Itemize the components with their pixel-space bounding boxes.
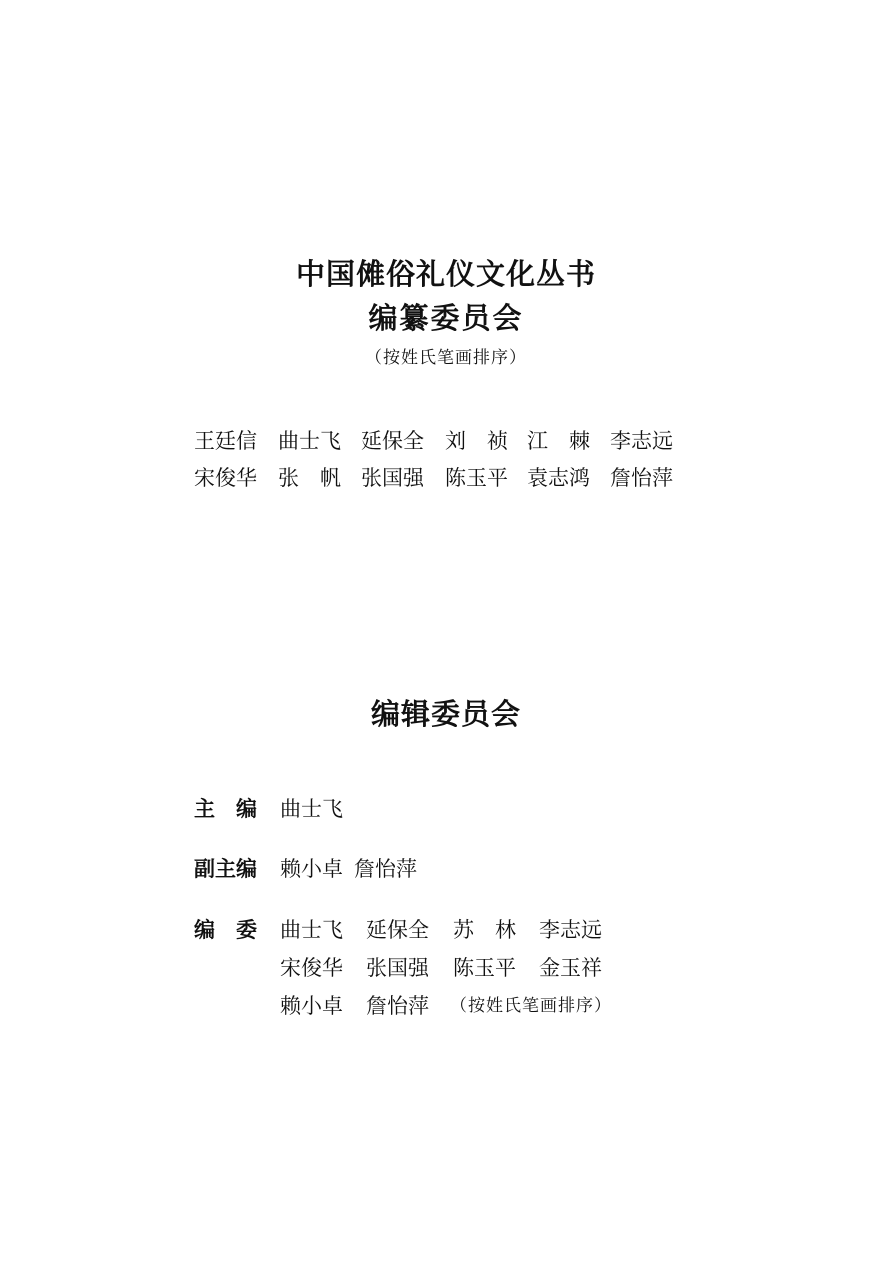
editor-name: 宋俊华 [280,956,343,980]
member-name: 张 帆 [278,466,341,490]
editor-name: 曲士飞 [280,797,343,821]
editor-name: 詹怡萍 [366,994,429,1018]
member-name: 刘 祯 [445,429,508,453]
editor-name: 曲士飞 [280,918,343,942]
member-name: 宋俊华 [194,466,257,490]
editorial-board-label: 编 委 [194,917,257,942]
member-name: 詹怡萍 [610,466,673,490]
editor-name: 张国强 [366,956,429,980]
member-name: 李志远 [610,429,673,453]
member-name: 曲士飞 [278,429,341,453]
editor-name: 赖小卓 [280,857,343,881]
editor-name: 陈玉平 [453,956,516,980]
editor-name: 金玉祥 [539,956,602,980]
compilation-committee-title: 编纂委员会 [368,301,524,335]
deputy-chief-editor-label: 副主编 [194,856,257,881]
editor-name: 苏 林 [453,918,516,942]
series-title: 中国傩俗礼仪文化丛书 [295,257,596,291]
chief-editor-label: 主 编 [194,796,257,821]
editor-name: 延保全 [366,918,429,942]
member-name: 陈玉平 [445,466,508,490]
editorial-order-note: （按姓氏笔画排序） [450,996,612,1016]
editor-name: 赖小卓 [280,994,343,1018]
compilation-order-note: （按姓氏笔画排序） [365,348,527,368]
editor-name: 李志远 [539,918,602,942]
member-name: 江 棘 [527,429,590,453]
editor-name: 詹怡萍 [354,857,417,881]
member-name: 王廷信 [194,429,257,453]
member-name: 袁志鸿 [527,466,590,490]
member-name: 张国强 [361,466,424,490]
editorial-committee-title: 编辑委员会 [370,697,521,731]
member-name: 延保全 [361,429,424,453]
